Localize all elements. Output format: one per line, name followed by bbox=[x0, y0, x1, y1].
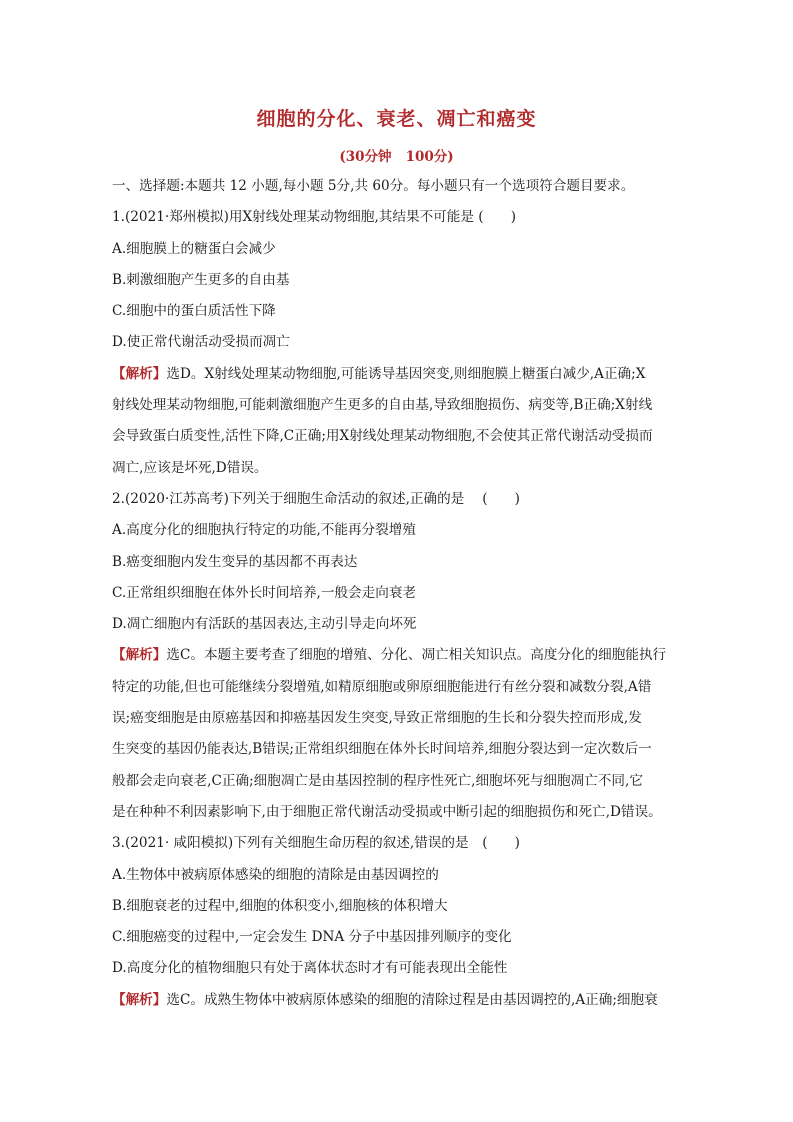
analysis-line: 【解析】选C。本题主要考查了细胞的增殖、分化、凋亡相关知识点。高度分化的细胞能执行 bbox=[112, 647, 667, 664]
option-a: A.细胞膜上的糖蛋白会减少 bbox=[112, 240, 276, 257]
analysis-tag: 【解析】 bbox=[112, 991, 167, 1008]
question-1 bbox=[112, 205, 684, 487]
option-d: D.凋亡细胞内有活跃的基因表达,主动引导走向坏死 bbox=[112, 616, 417, 633]
question-2 bbox=[112, 487, 684, 831]
question-stem: 1.(2021·郑州模拟)用X射线处理某动物细胞,其结果不可能是 ( ) bbox=[112, 209, 517, 226]
analysis-line: 射线处理某动物细胞,可能刺激细胞产生更多的自由基,导致细胞损伤、病变等,B正确;X射线 bbox=[112, 397, 653, 414]
page-subtitle: (30分钟 100分) bbox=[339, 149, 454, 165]
analysis-line: 会导致蛋白质变性,活性下降,C正确;用X射线处理某动物细胞,不会使其正常代谢活动受损而 bbox=[112, 428, 653, 445]
question-stem: 3.(2021· 咸阳模拟)下列有关细胞生命历程的叙述,错误的是 ( ) bbox=[112, 835, 520, 852]
analysis bbox=[112, 988, 684, 1019]
analysis bbox=[112, 362, 684, 487]
option-c: C.细胞中的蛋白质活性下降 bbox=[112, 303, 276, 320]
question-stem: 2.(2020·江苏高考)下列关于细胞生命活动的叙述,正确的是 ( ) bbox=[112, 490, 520, 507]
option-a: A.高度分化的细胞执行特定的功能,不能再分裂增殖 bbox=[112, 522, 416, 539]
option-a: A.生物体中被病原体感染的细胞的清除是由基因调控的 bbox=[112, 866, 439, 883]
option-b: B.癌变细胞内发生变异的基因都不再表达 bbox=[112, 553, 358, 570]
analysis-line: 误;癌变细胞是由原癌基因和抑癌基因发生突变,导致正常细胞的生长和分裂失控而形成,发 bbox=[112, 710, 642, 727]
analysis-tag: 【解析】 bbox=[112, 365, 167, 382]
option-c: C.正常组织细胞在体外长时间培养,一般会走向衰老 bbox=[112, 584, 417, 601]
option-d: D.高度分化的植物细胞只有处于离体状态时才有可能表现出全能性 bbox=[112, 960, 508, 977]
analysis-line: 【解析】选D。X射线处理某动物细胞,可能诱导基因突变,则细胞膜上糖蛋白减少,A正确;X bbox=[112, 365, 646, 382]
analysis-line: 生突变的基因仍能表达,B错误;正常组织细胞在体外长时间培养,细胞分裂达到一定次数后一 bbox=[112, 741, 652, 758]
option-d: D.使正常代谢活动受损而凋亡 bbox=[112, 334, 290, 351]
section-header: 一、选择题:本题共 12 小题,每小题 5分,共 60分。每小题只有一个选项符合题目要求。 bbox=[112, 178, 635, 194]
analysis-line: 凋亡,应该是坏死,D错误。 bbox=[112, 459, 268, 476]
document-body bbox=[112, 174, 684, 1019]
option-b: B.刺激细胞产生更多的自由基 bbox=[112, 271, 290, 288]
analysis bbox=[112, 643, 684, 831]
option-b: B.细胞衰老的过程中,细胞的体积变小,细胞核的体积增大 bbox=[112, 897, 448, 914]
option-c: C.细胞癌变的过程中,一定会发生 DNA 分子中基因排列顺序的变化 bbox=[112, 929, 512, 946]
analysis-line: 是在种种不利因素影响下,由于细胞正常代谢活动受损或中断引起的细胞损伤和死亡,D错误。 bbox=[112, 803, 662, 820]
analysis-line: 特定的功能,但也可能继续分裂增殖,如精原细胞或卵原细胞能进行有丝分裂和减数分裂,A错 bbox=[112, 678, 652, 695]
analysis-line: 般都会走向衰老,C正确;细胞凋亡是由基因控制的程序性死亡,细胞坏死与细胞凋亡不同,它 bbox=[112, 772, 643, 789]
analysis-line: 【解析】选C。成熟生物体中被病原体感染的细胞的清除过程是由基因调控的,A正确;细胞衰 bbox=[112, 991, 658, 1008]
question-3 bbox=[112, 831, 684, 1019]
analysis-tag: 【解析】 bbox=[112, 647, 167, 664]
page-title: 细胞的分化、衰老、凋亡和癌变 bbox=[256, 108, 537, 130]
